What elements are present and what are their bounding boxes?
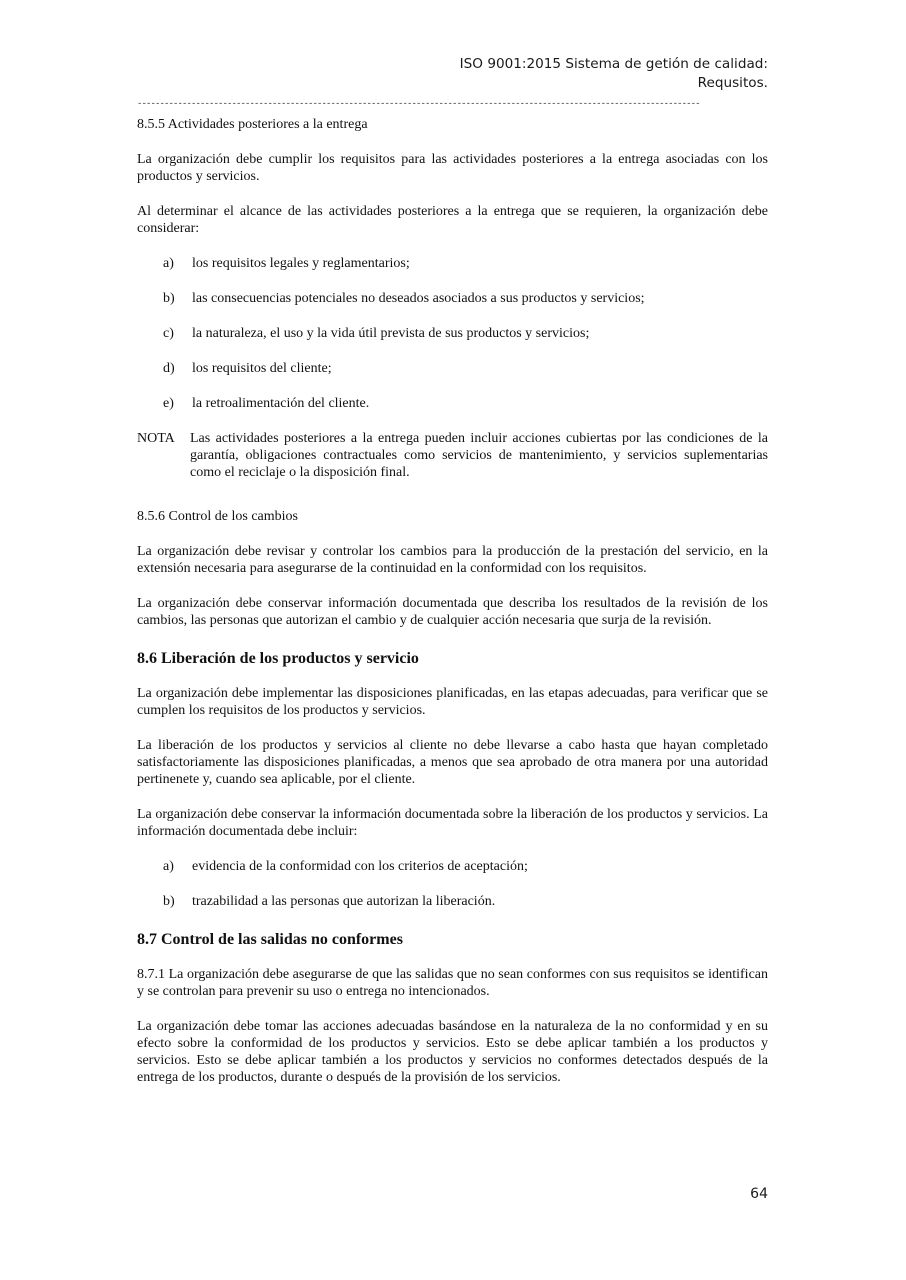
document-body xyxy=(137,116,768,1104)
list-item-text: la retroalimentación del cliente. xyxy=(192,396,370,411)
list-item-text: los requisitos del cliente; xyxy=(192,361,332,376)
page-number: 64 xyxy=(750,1186,768,1202)
paragraph: Al determinar el alcance de las actividades posteriores a la entrega que se requieren, la organización debe considerar: xyxy=(137,204,768,236)
list-marker: c) xyxy=(163,326,174,341)
list-item xyxy=(137,360,768,377)
list-item-text: las consecuencias potenciales no deseados asociados a sus productos y servicios; xyxy=(192,291,645,306)
section-8-7-heading: 8.7 Control de las salidas no conformes xyxy=(137,931,403,948)
running-header xyxy=(460,55,768,93)
list-marker: d) xyxy=(163,361,175,376)
header-title: ISO 9001:2015 Sistema de getión de calidad: xyxy=(459,56,768,72)
section-8-5-5-title: 8.5.5 Actividades posteriores a la entrega xyxy=(137,117,368,132)
header-dashed-rule: ----------------------------------------------------------------------------------------------------------------------------- xyxy=(137,99,700,109)
list-marker: b) xyxy=(163,894,175,909)
list-item xyxy=(137,893,768,910)
paragraph: La organización debe conservar la información documentada sobre la liberación de los productos y servicios. La información documentada debe incluir: xyxy=(137,807,768,839)
note-text: Las actividades posteriores a la entrega pueden incluir acciones cubiertas por las condiciones de la garantía, obligaciones contractuales como servicios de mantenimiento, y servicios suplementarias como el reciclaje o la disposición final. xyxy=(190,431,768,480)
list-marker: a) xyxy=(163,256,174,271)
paragraph: La organización debe revisar y controlar los cambios para la producción de la prestación del servicio, en la extensión necesaria para asegurarse de la continuidad en la conformidad con los requisitos. xyxy=(137,544,768,576)
list-item xyxy=(137,395,768,412)
header-subtitle: Requsitos. xyxy=(697,75,768,91)
list-item xyxy=(137,290,768,307)
paragraph: La organización debe cumplir los requisitos para las actividades posteriores a la entrega asociadas con los productos y servicios. xyxy=(137,152,768,184)
list-item-text: evidencia de la conformidad con los criterios de aceptación; xyxy=(192,859,528,874)
paragraph: La organización debe conservar información documentada que describa los resultados de la revisión de los cambios, las personas que autorizan el cambio y de cualquier acción necesaria que surja de la revisión. xyxy=(137,596,768,628)
list-marker: a) xyxy=(163,859,174,874)
section-8-5-6-title: 8.5.6 Control de los cambios xyxy=(137,509,298,524)
list-item-text: los requisitos legales y reglamentarios; xyxy=(192,256,410,271)
paragraph: La liberación de los productos y servicios al cliente no debe llevarse a cabo hasta que hayan completado satisfactoriamente las disposiciones planificadas, a menos que sea aprobado de otra manera por una autoridad pertinenete y, cuando sea aplicable, por el cliente. xyxy=(137,738,768,787)
paragraph: La organización debe implementar las disposiciones planificadas, en las etapas adecuadas, para verificar que se cumplen los requisitos de los productos y servicios. xyxy=(137,686,768,718)
list-item xyxy=(137,325,768,342)
note-label: NOTA xyxy=(137,431,175,446)
paragraph: 8.7.1 La organización debe asegurarse de que las salidas que no sean conformes con sus requisitos se identifican y se controlan para prevenir su uso o entrega no intencionados. xyxy=(137,967,768,999)
note-block xyxy=(137,430,768,481)
section-8-6-heading: 8.6 Liberación de los productos y servicio xyxy=(137,650,419,667)
list-item xyxy=(137,255,768,272)
list-marker: b) xyxy=(163,291,175,306)
paragraph: La organización debe tomar las acciones adecuadas basándose en la naturaleza de la no conformidad y en su efecto sobre la conformidad de los productos y servicios. Esto se debe aplicar también a los productos y servicios. Esto se debe aplicar también a los productos y servicios no conformes detectados después de la entrega de los productos, durante o después de la provisión de los servicios. xyxy=(137,1019,768,1085)
list-item-text: trazabilidad a las personas que autorizan la liberación. xyxy=(192,894,496,909)
list-item-text: la naturaleza, el uso y la vida útil prevista de sus productos y servicios; xyxy=(192,326,590,341)
list-item xyxy=(137,858,768,875)
list-marker: e) xyxy=(163,396,174,411)
